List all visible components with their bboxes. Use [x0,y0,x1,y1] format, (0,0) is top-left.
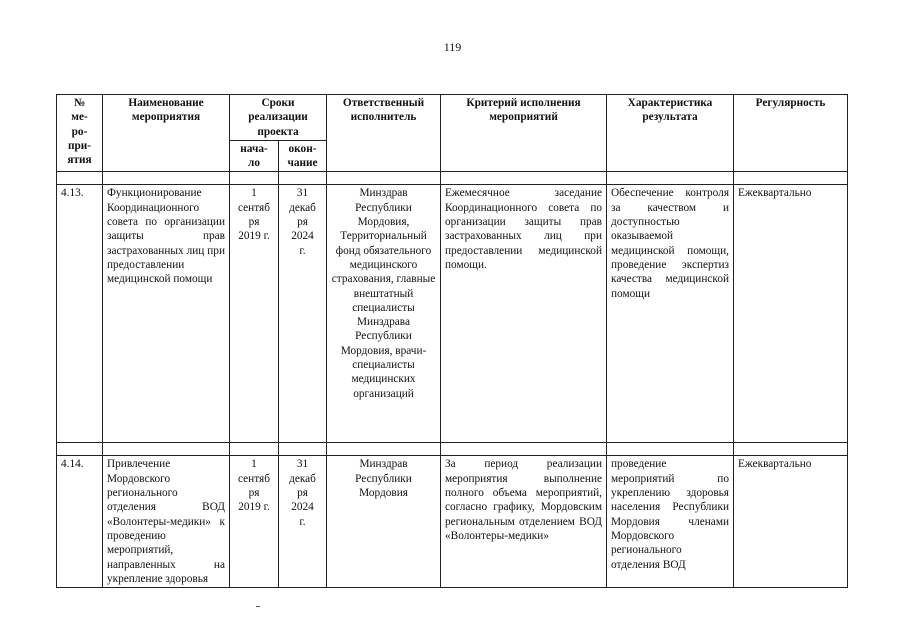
col-header-criterion: Критерий исполнения мероприятий [441,95,607,172]
col-header-end: окон- чание [279,140,327,172]
cell-result: Обеспечение контроля за качеством и доступностью оказываемой медицинской помощи, проведение экспертиз качества медицинской помощи [607,185,734,443]
scan-mark [256,606,260,607]
col-header-name: Наименование мероприятия [103,95,230,172]
cell-regularity: Ежеквартально [734,185,848,443]
measures-table [56,94,848,588]
spacer-row [57,172,848,185]
col-header-result: Характеристика результата [607,95,734,172]
cell-number: 4.13. [57,185,103,443]
cell-number: 4.14. [57,456,103,588]
cell-criterion: За период реализации мероприятия выполнение полного объема мероприятий, согласно графику, Мордовским региональным отделением ВОД «Волонтеры-медики» [441,456,607,588]
cell-criterion: Ежемесячное заседание Координационного совета по организации защиты прав застрахованных лиц при предоставлении медицинской помощи. [441,185,607,443]
table-row [57,456,848,588]
spacer-row [57,443,848,456]
table-row [57,185,848,443]
cell-end: 31 декаб ря 2024 г. [279,185,327,443]
cell-name: Привлечение Мордовского регионального отделения ВОД «Волонтеры-медики» к проведению мероприятий, направленных на укрепление здоровья [103,456,230,588]
cell-start: 1 сентяб ря 2019 г. [230,185,279,443]
col-header-terms: Сроки реализации проекта [230,95,327,141]
col-header-start: нача- ло [230,140,279,172]
cell-end: 31 декаб ря 2024 г. [279,456,327,588]
cell-start: 1 сентяб ря 2019 г. [230,456,279,588]
cell-name: Функционирование Координационного совета по организации защиты прав застрахованных лиц при предоставлении медицинской помощи [103,185,230,443]
col-header-executor: Ответственный исполнитель [327,95,441,172]
cell-result: проведение мероприятий по укреплению здоровья населения Республики Мордовия членами Мордовского регионального отделения ВОД [607,456,734,588]
page-number: 119 [443,40,462,54]
cell-executor: Минздрав Республики Мордовия [327,456,441,588]
cell-executor: Минздрав Республики Мордовия, Территориальный фонд обязательного медицинского страхования, главные внештатный специалисты Минздрава Республики Мордовия, врачи-специалисты медицинских организаций [327,185,441,443]
col-header-number: № ме- ро- при- ятия [57,95,103,172]
cell-regularity: Ежеквартально [734,456,848,588]
header-row [57,95,848,141]
col-header-regularity: Регулярность [734,95,848,172]
